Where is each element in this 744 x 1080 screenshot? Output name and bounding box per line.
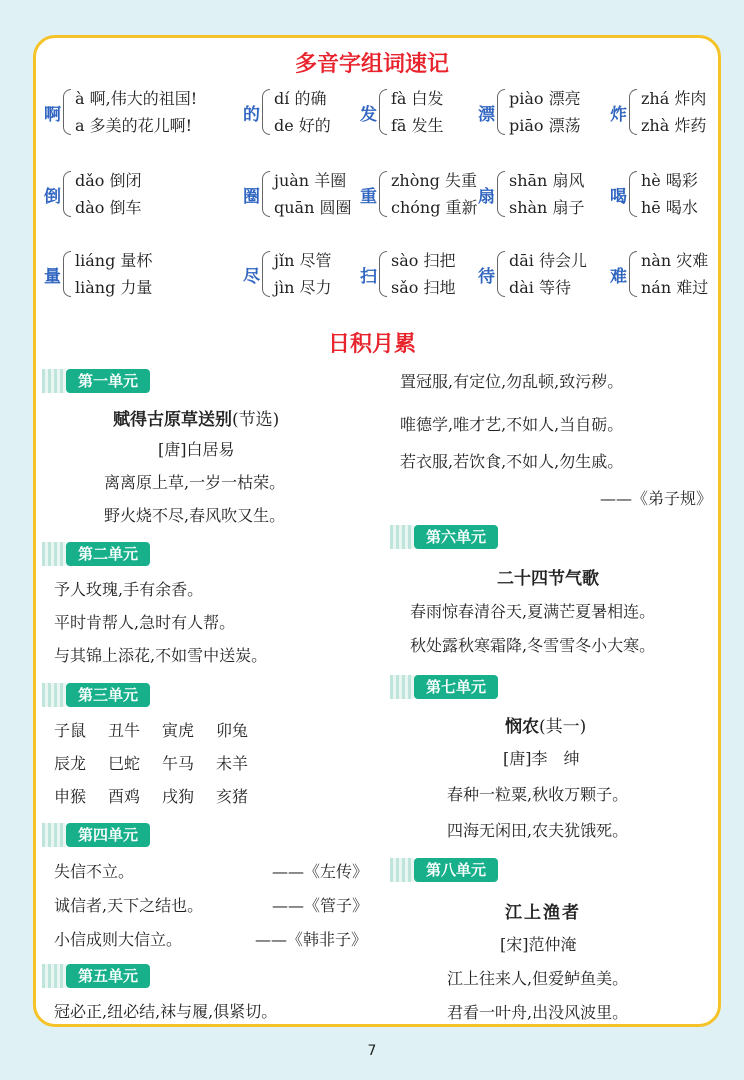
unit-6-label: 第六单元 [414, 525, 498, 549]
unit-8-title: 江上渔者 [505, 903, 581, 923]
polyphone-char: 扫 [360, 266, 377, 287]
polyphone-entry [360, 80, 444, 144]
poem-title-note: (节选) [232, 410, 280, 430]
reading-1: liáng 量杯 [75, 251, 153, 270]
unit-2-line-2: 平时肯帮人,急时有人帮。 [54, 613, 236, 632]
polyphone-entry [44, 242, 152, 306]
unit-1-author: [唐]白居易 [158, 440, 235, 459]
unit-7-author: [唐]李 绅 [503, 749, 580, 768]
zodiac-item: 辰龙 [54, 754, 87, 773]
reading-2: sǎo 扫地 [391, 278, 456, 297]
reading-2: liàng 力量 [75, 278, 153, 297]
polyphone-readings [509, 167, 584, 221]
reading-1: à 啊,伟大的祖国! [75, 89, 198, 108]
polyphone-entry [44, 162, 142, 226]
polyphone-char: 的 [243, 104, 260, 125]
unit-4-line-3: 小信成则大信立。 [54, 930, 183, 949]
reading-1: juàn 羊圈 [274, 171, 347, 190]
reading-1: nàn 灾难 [641, 251, 709, 270]
brace-mark [629, 251, 637, 297]
unit-1-line-1: 离离原上草,一岁一枯荣。 [104, 473, 286, 492]
unit-3-tag [42, 683, 150, 707]
polyphone-char: 漂 [478, 104, 495, 125]
reading-1: dǎo 倒闭 [75, 171, 142, 190]
unit-4-source-1: ——《左传》 [272, 862, 369, 881]
brace-mark [63, 171, 71, 217]
poem-title-text: 赋得古原草送别 [113, 410, 232, 430]
polyphone-entry [243, 242, 331, 306]
unit-5-line-4: 若衣服,若饮食,不如人,勿生戚。 [400, 452, 624, 471]
polyphone-readings [509, 247, 587, 301]
reading-2: jìn 尽力 [274, 278, 332, 297]
reading-2: a 多美的花儿啊! [75, 116, 193, 135]
polyphone-readings [509, 85, 581, 139]
polyphone-readings [274, 85, 331, 139]
polyphone-char: 啊 [44, 104, 61, 125]
page-number: 7 [367, 1043, 377, 1059]
polyphone-entry [44, 80, 197, 144]
unit-6-line-1: 春雨惊春清谷天,夏满芒夏暑相连。 [410, 602, 656, 621]
zodiac-item: 未羊 [216, 754, 249, 773]
brace-mark [63, 251, 71, 297]
unit-5-line-3: 唯德学,唯才艺,不如人,当自砺。 [400, 415, 624, 434]
reading-1: hè 喝彩 [641, 171, 698, 190]
unit-6-tag [390, 525, 498, 549]
unit-1-label: 第一单元 [66, 369, 150, 393]
reading-1: jǐn 尽管 [274, 251, 332, 270]
polyphone-readings [274, 167, 351, 221]
reading-2: nán 难过 [641, 278, 709, 297]
brace-mark [497, 89, 505, 135]
polyphone-char: 发 [360, 104, 377, 125]
unit-1-tag [42, 369, 150, 393]
polyphone-char: 重 [360, 186, 377, 207]
unit-3-label: 第三单元 [66, 683, 150, 707]
zodiac-item: 亥猪 [216, 787, 249, 806]
unit-5-source: ——《弟子规》 [600, 489, 713, 508]
reading-2: zhà 炸药 [641, 116, 707, 135]
reading-1: dāi 待会儿 [509, 251, 587, 270]
unit-2-line-3: 与其锦上添花,不如雪中送炭。 [54, 646, 268, 665]
polyphone-section-title: 多音字组词速记 [294, 52, 449, 77]
daily-section-title: 日积月累 [327, 332, 416, 357]
polyphone-entry [478, 80, 581, 144]
polyphone-entry [610, 162, 698, 226]
reading-2: quān 圆圈 [274, 198, 352, 217]
brace-mark [629, 171, 637, 217]
unit-4-tag [42, 823, 150, 847]
polyphone-char: 炸 [610, 104, 627, 125]
polyphone-readings [641, 85, 706, 139]
unit-8-line-2: 君看一叶舟,出没风波里。 [447, 1003, 629, 1022]
polyphone-readings [274, 247, 331, 301]
brace-mark [63, 89, 71, 135]
brace-mark [497, 251, 505, 297]
unit-2-line-1: 予人玫瑰,手有余香。 [54, 580, 204, 599]
reading-1: dí 的确 [274, 89, 327, 108]
polyphone-entry [610, 242, 708, 306]
zodiac-item: 戌狗 [162, 787, 195, 806]
reading-2: de 好的 [274, 116, 331, 135]
reading-2: piāo 漂荡 [509, 116, 581, 135]
polyphone-readings [391, 167, 478, 221]
unit-7-tag [390, 675, 498, 699]
reading-1: piào 漂亮 [509, 89, 581, 108]
polyphone-entry [243, 80, 331, 144]
zodiac-item: 丑牛 [108, 721, 141, 740]
brace-mark [262, 171, 270, 217]
brace-mark [629, 89, 637, 135]
unit-4-line-2: 诚信者,天下之结也。 [54, 896, 204, 915]
unit-8-label: 第八单元 [414, 858, 498, 882]
polyphone-readings [75, 85, 197, 139]
unit-4-source-3: ——《韩非子》 [255, 930, 368, 949]
polyphone-char: 喝 [610, 186, 627, 207]
unit-4-source-2: ——《管子》 [272, 896, 369, 915]
reading-2: shàn 扇子 [509, 198, 585, 217]
polyphone-char: 尽 [243, 266, 260, 287]
unit-6-line-2: 秋处露秋寒霜降,冬雪雪冬小大寒。 [410, 636, 656, 655]
zodiac-item: 寅虎 [162, 721, 195, 740]
polyphone-char: 圈 [243, 186, 260, 207]
polyphone-entry [243, 162, 351, 226]
unit-6-title: 二十四节气歌 [497, 569, 599, 589]
reading-1: zhòng 失重 [391, 171, 478, 190]
reading-1: fà 白发 [391, 89, 444, 108]
zodiac-item: 卯兔 [216, 721, 249, 740]
unit-4-label: 第四单元 [66, 823, 150, 847]
unit-7-title [505, 712, 586, 737]
reading-2: dài 等待 [509, 278, 571, 297]
poem-title-text: 悯农 [505, 717, 539, 737]
polyphone-readings [641, 167, 698, 221]
reading-1: shān 扇风 [509, 171, 585, 190]
zodiac-item: 申猴 [54, 787, 87, 806]
polyphone-readings [75, 167, 142, 221]
unit-2-tag [42, 542, 150, 566]
reading-2: fā 发生 [391, 116, 444, 135]
reading-2: dào 倒车 [75, 198, 142, 217]
reading-1: sào 扫把 [391, 251, 456, 270]
unit-5-line-1: 冠必正,纽必结,袜与履,俱紧切。 [54, 1002, 278, 1021]
polyphone-readings [391, 85, 444, 139]
zodiac-row-1 [54, 718, 248, 741]
brace-mark [379, 171, 387, 217]
polyphone-char: 待 [478, 266, 495, 287]
unit-7-label: 第七单元 [414, 675, 498, 699]
unit-7-line-2: 四海无闲田,农夫犹饿死。 [447, 821, 629, 840]
reading-1: zhá 炸肉 [641, 89, 707, 108]
zodiac-item: 巳蛇 [108, 754, 141, 773]
unit-8-author: [宋]范仲淹 [500, 935, 577, 954]
brace-mark [262, 251, 270, 297]
zodiac-item: 酉鸡 [108, 787, 141, 806]
unit-5-label: 第五单元 [66, 964, 150, 988]
polyphone-char: 量 [44, 266, 61, 287]
polyphone-readings [641, 247, 708, 301]
polyphone-entry [610, 80, 706, 144]
polyphone-char: 扇 [478, 186, 495, 207]
unit-1-poem-title [113, 405, 279, 430]
reading-2: hē 喝水 [641, 198, 698, 217]
brace-mark [379, 89, 387, 135]
zodiac-row-2 [54, 751, 248, 774]
zodiac-item: 午马 [162, 754, 195, 773]
unit-7-line-1: 春种一粒粟,秋收万颗子。 [447, 785, 629, 804]
unit-8-tag [390, 858, 498, 882]
brace-mark [497, 171, 505, 217]
polyphone-entry [360, 242, 455, 306]
poem-title-note: (其一) [539, 717, 587, 737]
zodiac-item: 子鼠 [54, 721, 87, 740]
brace-mark [379, 251, 387, 297]
zodiac-row-3 [54, 784, 248, 807]
unit-5-line-2: 置冠服,有定位,勿乱顿,致污秽。 [400, 372, 624, 391]
polyphone-char: 倒 [44, 186, 61, 207]
unit-4-line-1: 失信不立。 [54, 862, 135, 881]
polyphone-char: 难 [610, 266, 627, 287]
polyphone-entry [360, 162, 478, 226]
unit-5-tag [42, 964, 150, 988]
polyphone-entry [478, 162, 584, 226]
polyphone-readings [391, 247, 455, 301]
polyphone-readings [75, 247, 152, 301]
polyphone-entry [478, 242, 587, 306]
reading-2: chóng 重新 [391, 198, 478, 217]
unit-1-line-2: 野火烧不尽,春风吹又生。 [104, 506, 286, 525]
unit-8-line-1: 江上往来人,但爱鲈鱼美。 [447, 969, 629, 988]
unit-2-label: 第二单元 [66, 542, 150, 566]
brace-mark [262, 89, 270, 135]
